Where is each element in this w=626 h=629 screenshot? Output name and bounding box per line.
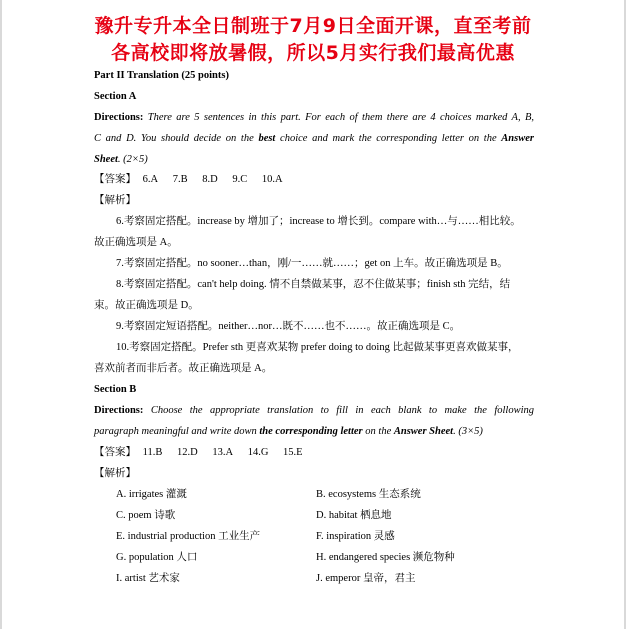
option-item: F. inspiration 灵感 (316, 531, 395, 542)
section-a-analysis-label: 【解析】 (94, 195, 136, 206)
promo-banner-line-1: 豫升专升本全日制班于7月9日全面开课，直至考前 (94, 15, 532, 37)
section-a-directions-line-3 (94, 153, 534, 167)
section-a-directions-line-2 (94, 132, 534, 146)
answer-label: 【答案】 (94, 174, 136, 185)
explanation-line: 8.考察固定搭配。can't help doing. 情不自禁做某事，忍不住做某事；finish sth 完结，结 (116, 279, 511, 290)
explanation-line: 9.考察固定短语搭配。neither…nor…既不……也不……。故正确选项是 C。 (116, 321, 461, 332)
option-item: D. habitat 栖息地 (316, 510, 392, 521)
section-b-directions-line-2 (94, 425, 534, 439)
directions-text: There are 5 sentences in this part. For each of them there are 4 choices marked A, B, (147, 112, 535, 123)
directions-label: Directions: (94, 405, 144, 416)
explanation-line: 10.考察固定搭配。Prefer sth 更喜欢某物 prefer doing to doing 比起做某事更喜欢做某事， (116, 342, 519, 353)
answer-item: 12.D (177, 447, 198, 458)
answer-item: 14.G (247, 447, 269, 458)
directions-text: . (3×5) (453, 426, 483, 437)
directions-label: Directions: (94, 112, 144, 123)
page-edge (0, 0, 2, 629)
explanation-line: 故正确选项是 A。 (94, 237, 178, 248)
answer-item: 6.A (142, 174, 159, 185)
option-item: I. artist 艺术家 (116, 573, 180, 584)
option-item: A. irrigates 灌溉 (116, 489, 187, 500)
section-b-directions-line-1 (94, 404, 534, 418)
section-a-title: Section A (94, 91, 137, 102)
directions-emphasis: the corresponding letter (259, 426, 363, 437)
promo-banner-line-2: 各高校即将放暑假，所以5月实行我们最高优惠 (111, 42, 515, 64)
directions-emphasis: best (258, 133, 276, 144)
directions-text: choice and mark the corresponding letter on the (275, 133, 502, 144)
directions-emphasis: Sheet (94, 154, 118, 165)
answer-item: 10.A (261, 174, 283, 185)
explanation-line: 7.考察固定搭配。no sooner…than，刚/一……就……；get on 上车。故正确选项是 B。 (116, 258, 508, 269)
answer-label: 【答案】 (94, 447, 136, 458)
explanation-line: 束。故正确选项是 D。 (94, 300, 199, 311)
answer-item: 15.E (283, 447, 303, 458)
section-b-analysis-label: 【解析】 (94, 468, 136, 479)
answer-item: 13.A (212, 447, 234, 458)
option-item: E. industrial production 工业生产 (116, 531, 261, 542)
option-item: J. emperor 皇帝，君主 (316, 573, 416, 584)
directions-text: Choose the appropriate translation to fill in each blank to make the following (150, 405, 535, 416)
answer-item: 11.B (142, 447, 163, 458)
directions-text: paragraph meaningful and write down (94, 426, 260, 437)
section-b-answers (94, 446, 534, 460)
directions-text: C and D. You should decide on the (94, 133, 259, 144)
option-item: H. endangered species 濒危物种 (316, 552, 455, 563)
section-b-title: Section B (94, 384, 137, 395)
option-item: B. ecosystems 生态系统 (316, 489, 421, 500)
explanation-line: 6.考察固定搭配。increase by 增加了；increase to 增长到。compare with…与……相比较。 (116, 216, 521, 227)
part-title: Part II Translation (25 points) (94, 70, 229, 81)
option-item: G. population 人口 (116, 552, 198, 563)
answer-item: 9.C (232, 174, 248, 185)
answer-item: 7.B (172, 174, 188, 185)
directions-text: . (2×5) (117, 154, 148, 165)
directions-text: on the (362, 426, 394, 437)
section-a-answers (94, 173, 534, 187)
directions-emphasis: Answer Sheet (393, 426, 454, 437)
answer-item: 8.D (202, 174, 218, 185)
explanation-line: 喜欢前者而非后者。故正确选项是 A。 (94, 363, 273, 374)
option-item: C. poem 诗歌 (116, 510, 176, 521)
directions-emphasis: Answer (501, 133, 534, 144)
section-a-directions-line-1 (94, 111, 534, 125)
